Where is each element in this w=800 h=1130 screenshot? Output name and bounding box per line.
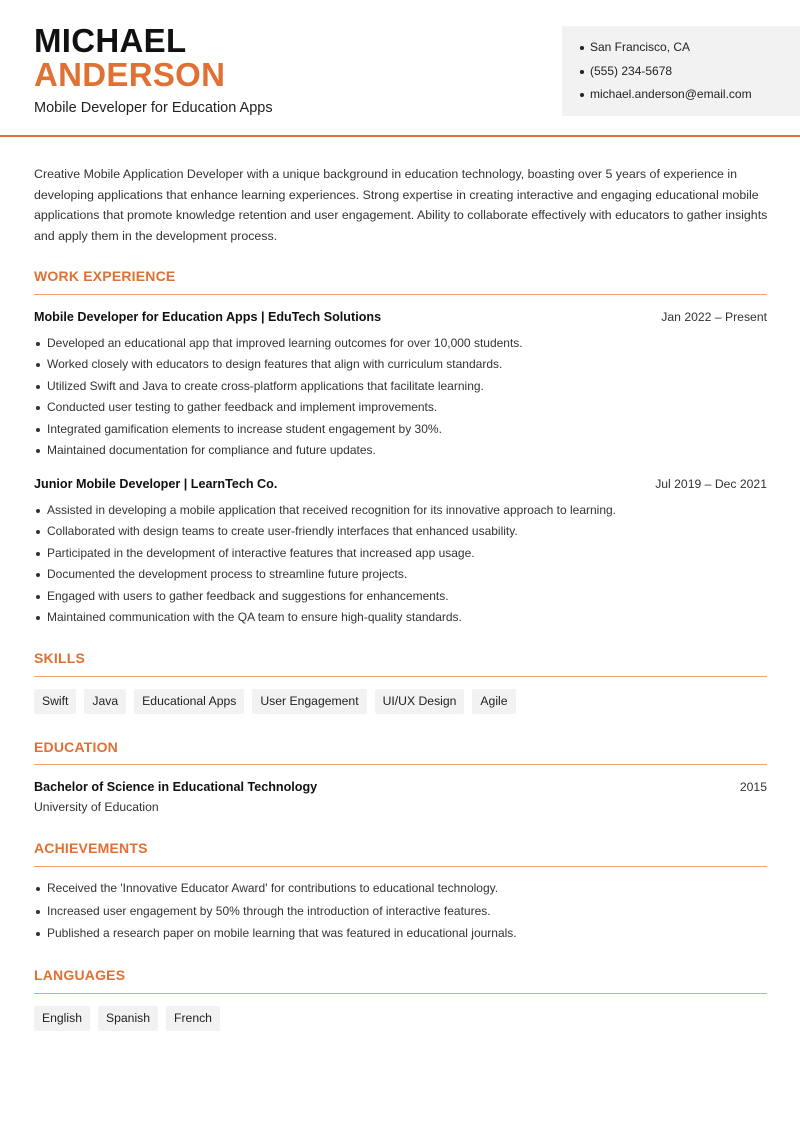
contact-email[interactable]: michael.anderson@email.com: [580, 87, 800, 111]
skill-chip: Java: [84, 689, 126, 714]
job-dates: Jan 2022 – Present: [661, 310, 767, 324]
section-divider: [34, 993, 767, 994]
achievements-heading: ACHIEVEMENTS: [34, 840, 148, 856]
job-bullets: [34, 336, 767, 464]
resume-header: [0, 0, 800, 137]
list-item: Developed an educational app that improved learning outcomes for over 10,000 students.: [34, 336, 767, 357]
list-item: Worked closely with educators to design features that align with curriculum standards.: [34, 357, 767, 378]
job-dates: Jul 2019 – Dec 2021: [655, 477, 767, 491]
degree: Bachelor of Science in Educational Technology: [34, 780, 318, 794]
section-divider: [34, 676, 767, 677]
section-divider: [34, 294, 767, 295]
professional-summary: Creative Mobile Application Developer with a unique background in education technology, boasting over 5 years of experience in developing applications that enhance learning experiences. Strong expertise in creating interactive and engaging educational mobile applications that promote knowledge retention and user engagement. Ability to collaborate effectively with educators to gather insights and apply them in the development process.: [34, 167, 768, 244]
graduation-year: 2015: [739, 780, 767, 794]
list-item: Conducted user testing to gather feedback and implement improvements.: [34, 400, 767, 421]
list-item: Increased user engagement by 50% through the introduction of interactive features.: [34, 904, 767, 927]
skill-chip: Educational Apps: [134, 689, 244, 714]
section-divider: [34, 764, 767, 765]
list-item: Maintained communication with the QA team to ensure high-quality standards.: [34, 610, 767, 631]
list-item: Collaborated with design teams to create user-friendly interfaces that enhanced usability.: [34, 524, 767, 545]
languages-heading: LANGUAGES: [34, 967, 126, 983]
section-divider: [34, 866, 767, 867]
skill-chip: User Engagement: [252, 689, 366, 714]
list-item: Published a research paper on mobile learning that was featured in educational journals.: [34, 926, 767, 949]
contact-box: [562, 26, 800, 116]
work-experience-heading: WORK EXPERIENCE: [34, 268, 176, 284]
education-entry-header: [34, 780, 767, 794]
contact-phone: (555) 234-5678: [580, 64, 800, 88]
achievements-list: [34, 881, 767, 949]
skill-chip: UI/UX Design: [375, 689, 465, 714]
skills-chips: [34, 689, 516, 714]
list-item: Received the 'Innovative Educator Award' for contributions to educational technology.: [34, 881, 767, 904]
education-heading: EDUCATION: [34, 739, 118, 755]
languages-chips: [34, 1006, 220, 1031]
list-item: Engaged with users to gather feedback and suggestions for enhancements.: [34, 589, 767, 610]
list-item: Participated in the development of interactive features that increased app usage.: [34, 546, 767, 567]
list-item: Utilized Swift and Java to create cross-platform applications that facilitate learning.: [34, 379, 767, 400]
job-entry-header: [34, 310, 767, 324]
school-name: University of Education: [34, 800, 159, 814]
job-role: Mobile Developer for Education Apps | EduTech Solutions: [34, 310, 382, 324]
job-bullets: [34, 503, 767, 631]
contact-location: San Francisco, CA: [580, 40, 800, 64]
last-name: ANDERSON: [34, 56, 226, 93]
list-item: Documented the development process to streamline future projects.: [34, 567, 767, 588]
language-chip: Spanish: [98, 1006, 158, 1031]
job-role: Junior Mobile Developer | LearnTech Co.: [34, 477, 278, 491]
language-chip: French: [166, 1006, 220, 1031]
job-title: Mobile Developer for Education Apps: [34, 100, 273, 116]
contact-list: [580, 40, 800, 111]
job-entry-header: [34, 477, 767, 491]
list-item: Assisted in developing a mobile application that received recognition for its innovative approach to learning.: [34, 503, 767, 524]
list-item: Integrated gamification elements to increase student engagement by 30%.: [34, 422, 767, 443]
skill-chip: Agile: [472, 689, 515, 714]
skill-chip: Swift: [34, 689, 76, 714]
first-name: MICHAEL: [34, 22, 187, 59]
list-item: Maintained documentation for compliance and future updates.: [34, 443, 767, 464]
skills-heading: SKILLS: [34, 650, 85, 666]
language-chip: English: [34, 1006, 90, 1031]
